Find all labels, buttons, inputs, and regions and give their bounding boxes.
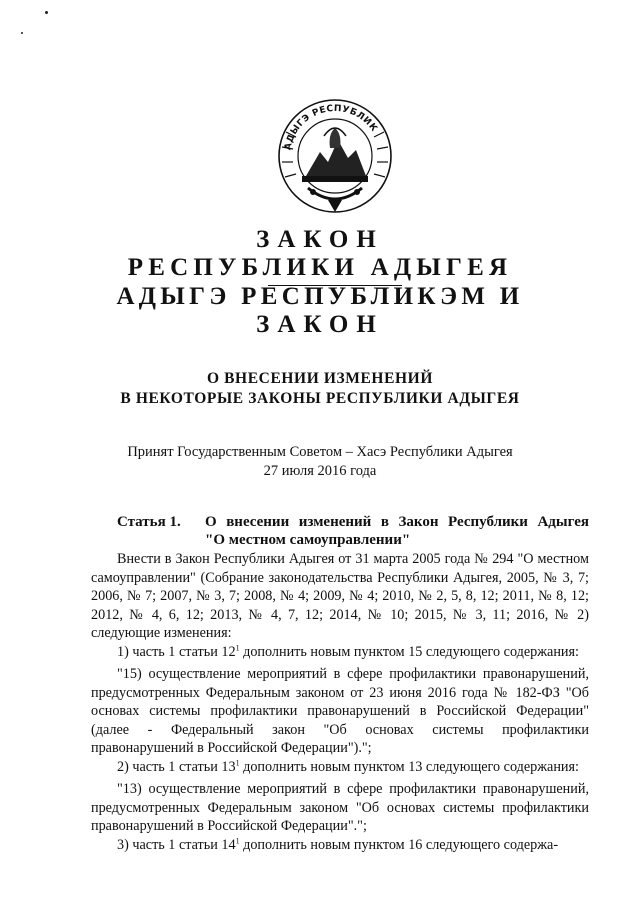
adoption-date: 27 июля 2016 года [263,463,377,479]
subject-line-2: В НЕКОТОРЫЕ ЗАКОНЫ РЕСПУБЛИКИ АДЫГЕЯ [120,390,520,407]
svg-text:АДЫГЭ РЕСПУБЛИК: АДЫГЭ РЕСПУБЛИК [283,103,379,151]
article-body [91,550,589,854]
subject-line-1: О ВНЕСЕНИИ ИЗМЕНЕНИЙ [206,370,433,387]
adyghe-title: АДЫГЭ РЕСПУБЛИКЭМ И [116,283,524,310]
law-title: ЗАКОН [256,226,384,253]
republic-title: РЕСПУБЛИКИ АДЫГЕЯ [127,254,513,281]
coat-of-arms-emblem [268,92,402,220]
amendment-item-2: 2) часть 1 статьи $13^1$ дополнить новым пунктом 13 следующего содержания: [117,757,579,775]
adyghe-law-title: ЗАКОН [256,311,384,338]
article-intro: Внести в Закон Республики Адыгея от 31 марта 2005 года № 294 "О местном самоуправлении" (Собрание законодательства Республики Адыгея, 2005, № 3, 7; 2006, № 7; 2007, № 3, 7; 2008, № 4; 2009, № 4; 2010, № 2, 5, 8, 12; 2011, № 8, 12; 2012, № 4, 6, 12; 2013, № 4, 7, 12; 2014, № 10; 2015, № 3, 11; 2016, № 2) следующие изменения: [91,551,589,641]
article-title-line-2: "О местном самоуправлении" [205,532,411,548]
amendment-item-1: 1) часть 1 статьи $12^1$ дополнить новым пунктом 15 следующего содержания: [117,642,579,660]
amendment-item-3: 3) часть 1 статьи $14^1$ дополнить новым пунктом 16 следующего содержа- [117,835,559,853]
article-label: Статья 1. [117,514,181,530]
scan-speck [21,32,23,34]
adopted-by: Принят Государственным Советом – Хасэ Республики Адыгея [127,444,513,460]
scan-speck [45,11,48,14]
amendment-quote-2: "13) осуществление мероприятий в сфере профилактики правонарушений, предусмотренных Федеральным законом "Об основах системы профилактики правонарушений в Российской Федерации"."; [91,781,589,834]
article-title-line-1: О внесении изменений в Закон Республики Адыгея [205,514,589,530]
amendment-quote-1: "15) осуществление мероприятий в сфере профилактики правонарушений, предусмотренных Федеральным законом от 23 июня 2016 года № 182-ФЗ "Об основах системы профилактики правонарушений в Российской Федерации" (далее - Федеральный закон "Об основах системы профилактики правонарушений в Российской Федерации")."; [91,666,589,756]
